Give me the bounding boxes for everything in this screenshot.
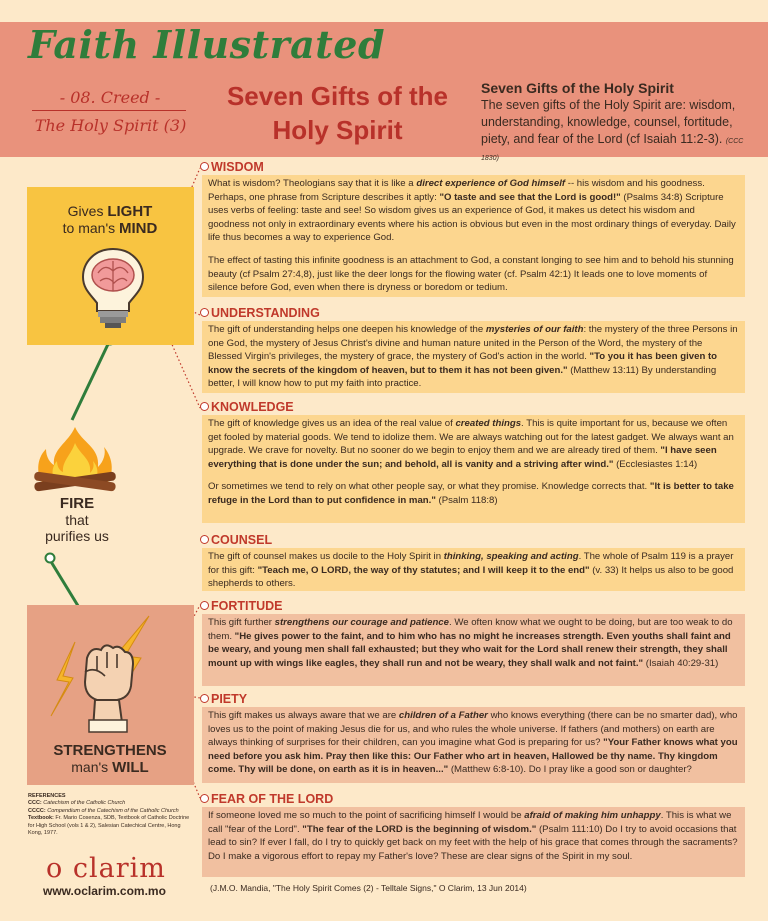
bullet-icon xyxy=(200,694,209,703)
text: (Psalm 118:8) xyxy=(435,495,498,507)
gift-heading-counsel xyxy=(200,533,272,547)
page-title xyxy=(225,80,450,148)
gift-title-understanding: UNDERSTANDING xyxy=(211,306,320,320)
text-quote: "It is better to take refuge in the Lord than to put confidence in man." xyxy=(208,481,734,507)
publisher-logo: o clarim xyxy=(46,853,166,884)
intro-body: The seven gifts of the Holy Spirit are: wisdom, understanding, knowledge, counsel, fortitude, piety, and fear of the Lord (cf Isaiah 11:2-3). xyxy=(481,98,736,146)
text-emphasis: afraid of making him unhappy xyxy=(524,810,661,821)
gift-title-fortitude: FORTITUDE xyxy=(211,599,283,613)
mind-label-gives: Gives xyxy=(67,203,108,219)
reference-cccc xyxy=(28,808,193,815)
will-label-will: WILL xyxy=(112,759,149,776)
fist-lightning-icon xyxy=(45,612,175,737)
gift-title-wisdom: WISDOM xyxy=(211,160,264,174)
counsel-paragraph xyxy=(208,550,739,591)
piety-paragraph xyxy=(208,709,739,777)
gift-box-piety xyxy=(202,707,745,783)
fire-label xyxy=(32,495,122,544)
references xyxy=(28,793,193,838)
fear-paragraph xyxy=(208,809,739,863)
text: . The whole of Psalm 119 is a prayer for this gift: xyxy=(208,551,734,576)
text: (Psalm 111:10) Do I try to avoid occasions that lead to sin? If ever I fall, do I try to quickly get back on my feet with the help of his grace that comes through the sacraments? Do I make a vigorous effort to repay my Father's love? These are clear signs of the Spirit in my soul. xyxy=(208,823,738,862)
bullet-icon xyxy=(200,794,209,803)
text-quote: "He gives power to the faint, and to him who has no might he increases strength. Even youths shall faint and be weary, and young men shall fall exhausted; but they who wait for the Lord shall renew their strength, they shall mount up with wings like eagles, they shall run and not be weary, they shall walk and not faint." xyxy=(208,630,731,669)
knowledge-paragraph-2 xyxy=(208,480,739,507)
fire-label-purifies: purifies us xyxy=(45,528,109,544)
reference-textbook-text: Fr. Mario Cosenza, SDB, Textbook of Catholic Doctrine for High School (vols 1 & 2), Salesian Catechical Centre, Hong Kong, 1977. xyxy=(28,815,190,837)
gift-box-understanding xyxy=(202,321,745,393)
text-quote: "Teach me, O LORD, the way of thy statutes; and I will keep it to the end" xyxy=(257,564,590,576)
text-quote: "Your Father knows what you need before you ask him. Pray then like this: Our Father who art in heaven, Hallowed be thy name. Thy kingdom come. Thy will be done, on earth as it is in heaven..." xyxy=(208,737,738,776)
text-quote: "To you it has been given to know the secrets of the kingdom of heaven, but to them it has not been given." xyxy=(208,351,718,376)
brand-title: Faith Illustrated xyxy=(28,22,386,67)
gift-box-counsel xyxy=(202,548,745,591)
bullet-icon xyxy=(200,601,209,610)
text-quote: "The fear of the LORD is the beginning of wisdom." xyxy=(302,823,537,835)
bullet-icon xyxy=(200,535,209,544)
text-quote: "O taste and see that the Lord is good!" xyxy=(439,191,621,203)
text: This gift makes us always aware that we are xyxy=(208,710,399,721)
text-quote: "I have seen everything that is done under the sun; and behold, all is vanity and a striving after wind." xyxy=(208,445,717,470)
will-label-strengthens: STRENGTHENS xyxy=(53,742,167,759)
bullet-icon xyxy=(200,308,209,317)
text: who knows everything (there can be no smarter dad), who loves us to the point of making Jesus die for us, and who rules the whole universe. If fathers (and mothers) on earth are always thinking of surprises for their children, can you imagine what God is preparing for us? xyxy=(208,710,738,749)
page-title-line1: Seven Gifts of the xyxy=(226,81,449,111)
gift-title-fear-of-the-lord: FEAR OF THE LORD xyxy=(211,792,334,806)
fire-label-that: that xyxy=(65,512,89,528)
text: -- his wisdom and his goodness. Perhaps, one phrase from Scripture describes it aptly: xyxy=(208,178,705,203)
intro-heading: Seven Gifts of the Holy Spirit xyxy=(481,80,674,96)
bullet-icon xyxy=(200,162,209,171)
text-emphasis: direct experience of God himself xyxy=(416,178,566,189)
text-emphasis: strengthens our courage and patience xyxy=(274,617,449,628)
reference-ccc xyxy=(28,800,193,807)
text: (Ecclesiastes 1:14) xyxy=(613,458,698,470)
gift-heading-fear-of-the-lord xyxy=(200,792,333,806)
references-heading: REFERENCES xyxy=(28,793,66,799)
reference-textbook xyxy=(28,815,193,837)
knowledge-paragraph-1 xyxy=(208,417,739,471)
reference-cccc-text: Compendium of the Catechism of the Catholic Church xyxy=(45,807,179,814)
text-emphasis: thinking, speaking and acting xyxy=(443,551,579,562)
mind-label-mind: MIND xyxy=(119,220,158,237)
wisdom-paragraph-1 xyxy=(208,177,739,245)
gift-heading-knowledge xyxy=(200,400,294,414)
text: If someone loved me so much to the point of sacrificing himself I would be xyxy=(208,810,525,821)
fortitude-paragraph xyxy=(208,616,739,670)
series-label: - 08. Creed - xyxy=(59,88,161,107)
text: (v. 33) It helps us also to be good shepherds to others. xyxy=(208,564,734,590)
intro-text xyxy=(481,97,756,165)
wisdom-paragraph-2: The effect of tasting this infinite goodness is an attachment to God, a constant longing to see him and to behold his stunning beauty (cf Psalm 27:4,8), just like the deer longs for the flowing water (cf. Psalm 42:1) It leads one to love moments of silence before God, even when there is dryness or boredom or tedium. xyxy=(208,255,734,294)
reference-cccc-label: CCCC: xyxy=(28,807,46,814)
website-link[interactable]: www.oclarim.com.mo xyxy=(43,884,166,898)
text: (Psalms 34:8) Scripture uses verbs of feeling: taste and see! So wisdom gives us an experience of God, it makes us detect his wisdom and goodness not only in extraordinary events where his action is obvious but even in the most ordinary things of everyday. Daily life thus becomes a way to experience God. xyxy=(208,191,736,244)
text-emphasis: children of a Father xyxy=(398,710,488,721)
gift-box-knowledge xyxy=(202,415,745,523)
will-label-mans: man's xyxy=(71,759,113,775)
page-title-line2: Holy Spirit xyxy=(272,114,403,145)
understanding-paragraph xyxy=(208,323,739,391)
gift-box-fear-of-the-lord xyxy=(202,807,745,877)
mind-label-light: LIGHT xyxy=(107,203,153,220)
will-label xyxy=(30,742,190,776)
text: This gift further xyxy=(208,617,275,628)
text: . This is what we call "fear of the Lord". xyxy=(208,810,732,835)
text: What is wisdom? Theologians say that it is like a xyxy=(208,178,417,189)
reference-textbook-label: Textbook: xyxy=(28,815,54,822)
gift-title-counsel: COUNSEL xyxy=(211,533,273,547)
text: (Isaiah 40:29-31) xyxy=(643,657,719,669)
reference-ccc-label: CCC: xyxy=(28,800,42,807)
text: . This is quite important for us, because we often get fooled by material goods. We tend to idolize them. We are always watching out for the latest gadget. We always want an upgrade. We crave for novelty. But no sooner do we begin to enjoy them and we are already tired of them. xyxy=(208,418,734,457)
reference-ccc-text: Catechism of the Catholic Church xyxy=(41,800,126,807)
text-emphasis: mysteries of our faith xyxy=(485,324,584,335)
gift-title-knowledge: KNOWLEDGE xyxy=(211,400,294,414)
text: (Matthew 6:8-10). Do I pray like a good son or daughter? xyxy=(448,764,692,776)
text: : the mystery of the three Persons in one God, the mystery of Jesus Christ's divine and human nature united in the Person of the Word, the mystery of the Blessed Virgin's privileges, the mystery of grace, the mystery of God's action in the world. xyxy=(208,324,738,363)
mind-label xyxy=(40,203,180,237)
lightbulb-brain-icon xyxy=(78,245,148,331)
fire-icon xyxy=(30,425,120,493)
mind-label-to: to man's xyxy=(62,220,120,236)
text: The gift of understanding helps one deepen his knowledge of the xyxy=(208,324,486,335)
gift-heading-understanding xyxy=(200,306,320,320)
text: Or sometimes we tend to rely on what other people say, or what they promise. Knowledge corrects that. xyxy=(208,481,650,493)
gift-heading-wisdom xyxy=(200,160,264,174)
gift-box-wisdom xyxy=(202,175,745,297)
gift-heading-fortitude xyxy=(200,599,283,613)
text: (Matthew 13:11) By understanding better, I will know how to put my faith into practice. xyxy=(208,364,717,390)
text: The gift of counsel makes us docile to the Holy Spirit in xyxy=(208,551,444,562)
text-emphasis: created things xyxy=(455,418,522,429)
text: . We often know what we ought to be doing, but are too weak to do them. xyxy=(208,617,733,642)
bullet-icon xyxy=(200,402,209,411)
text: The gift of knowledge gives us an idea of the real value of xyxy=(208,418,456,429)
gift-box-fortitude xyxy=(202,614,745,686)
intro-citation: (CCC 1830) xyxy=(481,137,744,162)
gift-title-piety: PIETY xyxy=(211,692,248,706)
series-subtitle: The Holy Spirit (3) xyxy=(34,116,187,135)
gift-heading-piety xyxy=(200,692,247,706)
source-citation: (J.M.O. Mandia, "The Holy Spirit Comes (2) - Telltale Signs," O Clarim, 13 Jun 2014) xyxy=(210,883,527,893)
fire-label-fire: FIRE xyxy=(59,495,95,512)
